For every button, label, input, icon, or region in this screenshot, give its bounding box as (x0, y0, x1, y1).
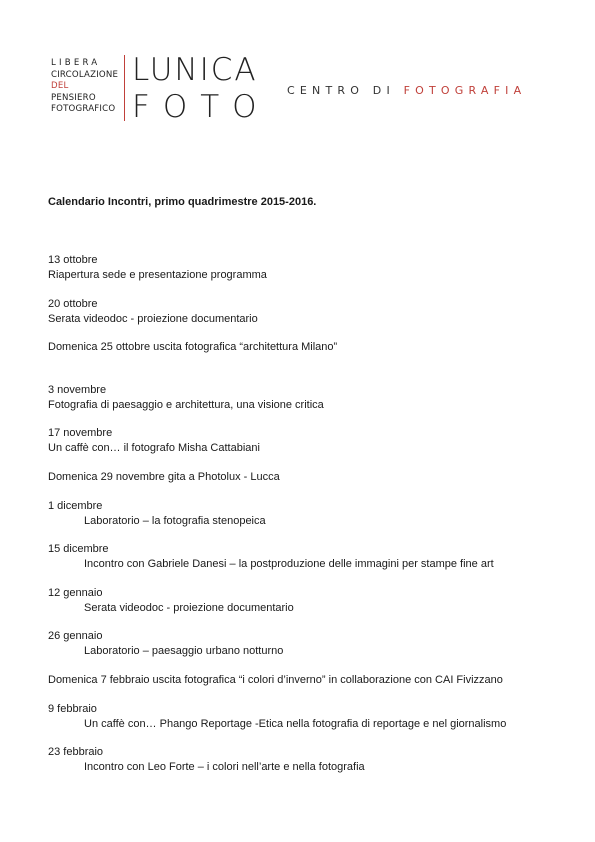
event-item (48, 542, 578, 572)
event-description: Fotografia di paesaggio e architettura, una visione critica (48, 398, 324, 411)
logo-text-block (51, 58, 121, 116)
event-item (48, 426, 578, 456)
event-description: Serata videodoc - proiezione documentario (84, 601, 294, 614)
event-item (48, 297, 578, 327)
logo-wordmark (132, 52, 270, 126)
tagline-part1: CENTRO DI (287, 84, 395, 97)
event-description: Domenica 25 ottobre uscita fotografica “architettura Milano” (48, 341, 338, 354)
event-date: 20 ottobre (48, 297, 98, 310)
logo-divider (124, 55, 125, 121)
event-date: 13 ottobre (48, 254, 98, 266)
event-item (48, 702, 578, 732)
document-title: Calendario Incontri, primo quadrimestre 2015-2016. (48, 196, 317, 208)
event-description: Un caffè con… il fotografo Misha Cattabiani (48, 442, 260, 455)
logo-wordmark-foto: FOTO (132, 89, 270, 125)
logo-line-del: DEL (51, 81, 69, 92)
event-date: 15 dicembre (48, 543, 109, 556)
section-gap (48, 369, 578, 383)
event-item (48, 470, 578, 485)
logo-line-libera: LIBERA (51, 58, 101, 68)
event-item (48, 586, 578, 616)
event-description: Incontro con Gabriele Danesi – la postproduzione delle immagini per stampe fine art (84, 558, 494, 571)
event-description: Domenica 7 febbraio uscita fotografica “i colori d’inverno” in collaborazione con CAI Fivizzano (48, 673, 503, 686)
event-date: 3 novembre (48, 383, 107, 396)
event-item (48, 629, 578, 659)
event-description: Incontro con Leo Forte – i colori nell’arte e nella fotografia (84, 761, 365, 774)
event-date: 17 novembre (48, 427, 113, 440)
logo-line-pensiero: PENSIERO (51, 92, 96, 103)
events-list (48, 253, 578, 789)
event-description: Serata videodoc - proiezione documentario (48, 312, 258, 325)
event-description: Domenica 29 novembre gita a Photolux - Lucca (48, 470, 280, 483)
logo-wordmark-lunica: LUNICA (132, 52, 258, 88)
event-date: 23 febbraio (48, 746, 104, 759)
event-description: Laboratorio – paesaggio urbano notturno (84, 645, 284, 658)
logo-line-circolazione: CIRCOLAZIONE (51, 69, 119, 80)
tagline (287, 84, 526, 97)
event-date: 1 dicembre (48, 499, 103, 512)
event-description: Laboratorio – la fotografia stenopeica (84, 514, 266, 527)
event-date: 9 febbraio (48, 702, 97, 715)
event-item (48, 253, 578, 283)
event-item (48, 383, 578, 413)
event-date: 26 gennaio (48, 630, 103, 643)
tagline-part2: FOTOGRAFIA (403, 84, 527, 97)
logo-line-fotografico: FOTOGRAFICO (51, 104, 116, 115)
event-date: 12 gennaio (48, 586, 103, 599)
event-item (48, 499, 578, 529)
event-description: Un caffè con… Phango Reportage -Etica nella fotografia di reportage e nel giornalismo (84, 717, 507, 730)
event-item (48, 340, 578, 355)
event-item (48, 745, 578, 775)
event-description: Riapertura sede e presentazione programma (48, 269, 267, 281)
event-item (48, 673, 578, 688)
